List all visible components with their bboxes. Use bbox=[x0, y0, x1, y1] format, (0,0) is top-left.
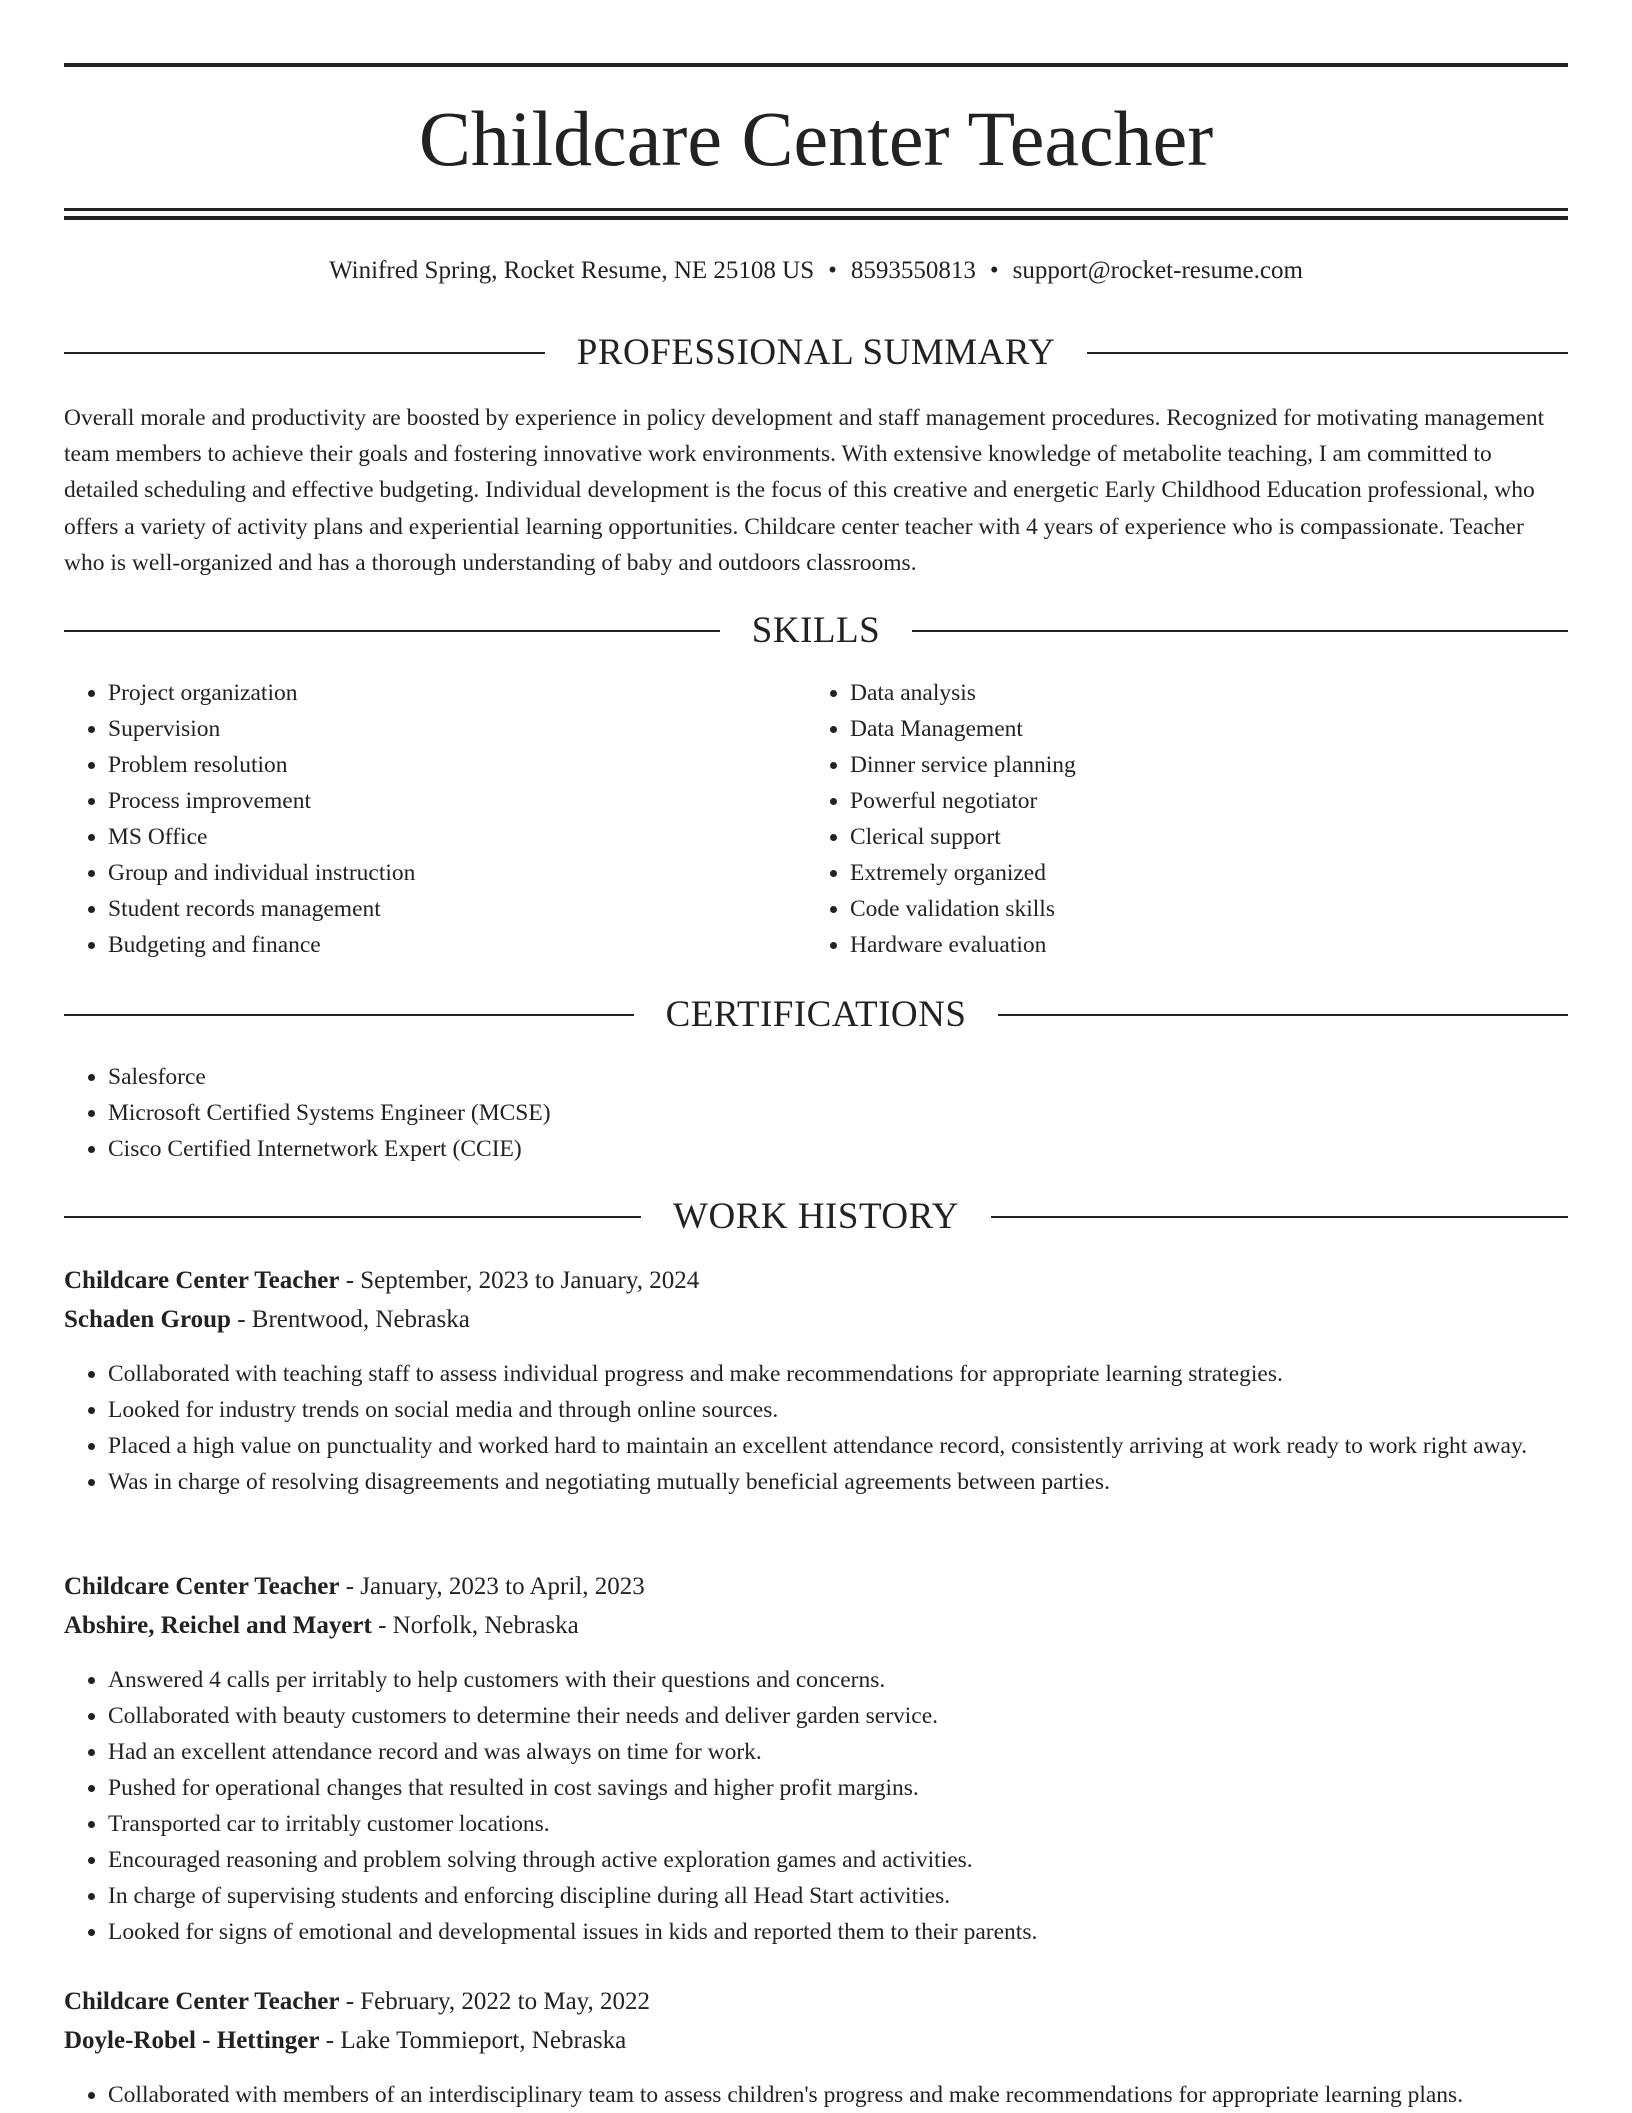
contact-phone: 8593550813 bbox=[850, 257, 976, 284]
skill-item: • Dinner service planning bbox=[850, 747, 1546, 783]
skill-item: • Data Management bbox=[850, 711, 1546, 747]
section-title: WORK HISTORY bbox=[673, 1196, 959, 1237]
job-duty: • Collaborated with members of an interdisciplinary team to assess children's progress and make recommendations for appropriate learning plans. bbox=[108, 2077, 1568, 2113]
job-duties-list bbox=[64, 2077, 1568, 2113]
contact-separator: • bbox=[989, 257, 999, 284]
job-title-line bbox=[64, 1985, 1568, 2019]
contact-address: Winifred Spring, Rocket Resume, NE 25108 US bbox=[329, 257, 815, 284]
work-history-heading bbox=[64, 1195, 1568, 1239]
job-location: Norfolk, Nebraska bbox=[392, 1612, 579, 1639]
job-duty: • Placed a high value on punctuality and worked hard to maintain an excellent attendance record, consistently arriving at work ready to work right away. bbox=[108, 1428, 1568, 1464]
summary-heading bbox=[64, 331, 1568, 375]
job-company-line bbox=[64, 2024, 1568, 2058]
job-duty: • Collaborated with teaching staff to assess individual progress and make recommendations for appropriate learning strategies. bbox=[108, 1356, 1568, 1392]
skill-item: • Problem resolution bbox=[108, 747, 804, 783]
section-title: PROFESSIONAL SUMMARY bbox=[576, 332, 1056, 373]
dash: - bbox=[371, 1612, 393, 1639]
job-title: Childcare Center Teacher bbox=[64, 1267, 340, 1294]
resume-title: Childcare Center Teacher bbox=[418, 95, 1214, 182]
header-bottom-rule bbox=[64, 208, 1568, 211]
job-dates: February, 2022 to May, 2022 bbox=[360, 1988, 651, 2015]
job-title: Childcare Center Teacher bbox=[64, 1573, 340, 1600]
job-company-line bbox=[64, 1609, 1568, 1643]
skill-item: • Data analysis bbox=[850, 675, 1546, 711]
job-company: Abshire, Reichel and Mayert bbox=[64, 1612, 372, 1639]
dash: - bbox=[230, 1306, 252, 1333]
job-company-line bbox=[64, 1303, 1568, 1337]
section-title: CERTIFICATIONS bbox=[665, 994, 967, 1035]
skill-item: • Powerful negotiator bbox=[850, 783, 1546, 819]
skill-item: • MS Office bbox=[108, 819, 804, 855]
skills-list bbox=[64, 675, 804, 963]
job-company: Schaden Group bbox=[64, 1306, 231, 1333]
job-duties bbox=[64, 1356, 1568, 1500]
certifications-list bbox=[64, 1059, 1568, 1167]
job-duty: • Collaborated with beauty customers to determine their needs and deliver garden service. bbox=[108, 1698, 1568, 1734]
job-duty: • Looked for signs of emotional and developmental issues in kids and reported them to their parents. bbox=[108, 1914, 1568, 1950]
skill-item: • Process improvement bbox=[108, 783, 804, 819]
job-duty: • Answered 4 calls per irritably to help customers with their questions and concerns. bbox=[108, 1662, 1568, 1698]
divider-line bbox=[64, 630, 720, 632]
divider-line bbox=[991, 1216, 1568, 1218]
job-company: Doyle-Robel - Hettinger bbox=[64, 2027, 320, 2054]
divider-line bbox=[64, 1216, 641, 1218]
divider-line bbox=[1087, 352, 1568, 354]
job-title: Childcare Center Teacher bbox=[64, 1988, 340, 2015]
dash: - bbox=[339, 1573, 361, 1600]
job-duties-list bbox=[64, 1356, 1568, 1500]
certification-item: • Microsoft Certified Systems Engineer (MCSE) bbox=[108, 1095, 1568, 1131]
certifications-block bbox=[64, 1059, 1568, 1167]
job-duty: • Was in charge of resolving disagreements and negotiating mutually beneficial agreements between parties. bbox=[108, 1464, 1568, 1500]
job-duty: • Transported car to irritably customer locations. bbox=[108, 1806, 1568, 1842]
job-duties bbox=[64, 1662, 1568, 1950]
skill-item: • Extremely organized bbox=[850, 855, 1546, 891]
summary-text: Overall morale and productivity are boosted by experience in policy development and staff management procedures. Recognized for motivating management team members to achieve their goals and fostering innovative work environments. With extensive knowledge of metabolite teaching, I am committed to detailed scheduling and effective budgeting. Individual development is the focus of this creative and energetic Early Childhood Education professional, who offers a variety of activity plans and experiential learning opportunities. Childcare center teacher with 4 years of experience who is compassionate. Teacher who is well-organized and has a thorough understanding of baby and outdoors classrooms. bbox=[64, 405, 1545, 576]
job-duties-list bbox=[64, 1662, 1568, 1950]
job-duty: • Looked for industry trends on social media and through online sources. bbox=[108, 1392, 1568, 1428]
divider-line bbox=[64, 1014, 634, 1016]
dash: - bbox=[339, 1267, 361, 1294]
job-duties bbox=[64, 2077, 1568, 2113]
contact-line bbox=[64, 254, 1568, 288]
header-bottom-rule-thick bbox=[64, 216, 1568, 220]
job-duty: • Encouraged reasoning and problem solving through active exploration games and activities. bbox=[108, 1842, 1568, 1878]
skills-list bbox=[806, 675, 1546, 963]
contact-separator: • bbox=[828, 257, 837, 284]
skills-column-left bbox=[64, 675, 804, 963]
job-dates: January, 2023 to April, 2023 bbox=[360, 1573, 645, 1600]
contact-email: support@rocket-resume.com bbox=[1012, 257, 1303, 284]
header-top-rule bbox=[64, 63, 1568, 67]
skills-heading bbox=[64, 609, 1568, 653]
skill-item: • Project organization bbox=[108, 675, 804, 711]
job-duty: • In charge of supervising students and enforcing discipline during all Head Start activities. bbox=[108, 1878, 1568, 1914]
certification-item: • Salesforce bbox=[108, 1059, 1568, 1095]
skill-item: • Code validation skills bbox=[850, 891, 1546, 927]
skills-column-right bbox=[806, 675, 1546, 963]
skill-item: • Student records management bbox=[108, 891, 804, 927]
certification-item: • Cisco Certified Internetwork Expert (CCIE) bbox=[108, 1131, 1568, 1167]
job-location: Brentwood, Nebraska bbox=[251, 1306, 470, 1333]
dash: - bbox=[339, 1988, 361, 2015]
divider-line bbox=[998, 1014, 1568, 1016]
job-duty: • Pushed for operational changes that resulted in cost savings and higher profit margins. bbox=[108, 1770, 1568, 1806]
job-title-line bbox=[64, 1264, 1568, 1298]
skill-item: • Supervision bbox=[108, 711, 804, 747]
job-duty: • Had an excellent attendance record and was always on time for work. bbox=[108, 1734, 1568, 1770]
skill-item: • Clerical support bbox=[850, 819, 1546, 855]
skill-item: • Budgeting and finance bbox=[108, 927, 804, 963]
certifications-heading bbox=[64, 993, 1568, 1037]
divider-line bbox=[64, 352, 545, 354]
dash: - bbox=[319, 2027, 341, 2054]
skill-item: • Hardware evaluation bbox=[850, 927, 1546, 963]
job-dates: September, 2023 to January, 2024 bbox=[360, 1267, 700, 1294]
divider-line bbox=[912, 630, 1568, 632]
job-location: Lake Tommieport, Nebraska bbox=[340, 2027, 627, 2054]
skill-item: • Group and individual instruction bbox=[108, 855, 804, 891]
section-title: SKILLS bbox=[751, 610, 881, 651]
job-title-line bbox=[64, 1570, 1568, 1604]
